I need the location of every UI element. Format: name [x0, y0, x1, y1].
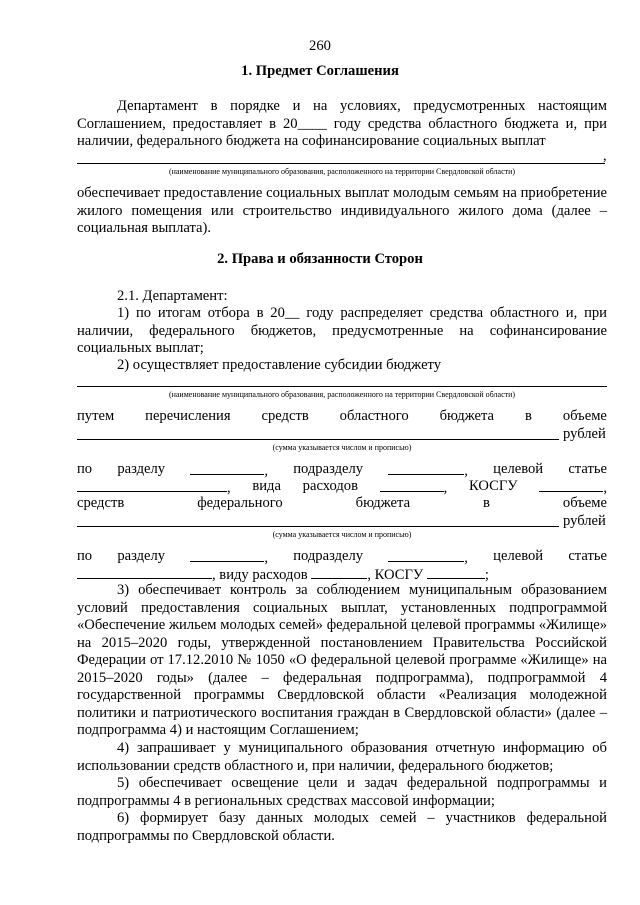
federal-transfer-line — [77, 495, 607, 513]
expense-type-field — [311, 565, 367, 579]
word: по — [77, 548, 93, 564]
federal-sum-caption: (сумма указывается числом и прописью) — [272, 530, 412, 539]
item-2: 2) осуществляет предоставление субсидии бюджету — [117, 357, 442, 373]
word: разделу — [117, 461, 166, 477]
section1-continuation: обеспечивает предоставление социальных выплат молодым семьям на приобретение жилого помещения или строительство индивидуального жилого дома (далее – социальная выплата). — [77, 185, 607, 236]
section2-title: 2. Права и обязанности Сторон — [217, 251, 423, 267]
section1-title: 1. Предмет Соглашения — [241, 63, 399, 79]
word: средств — [77, 495, 125, 511]
section-code-field: , — [190, 461, 268, 481]
word: по — [77, 461, 93, 477]
word: разделу — [117, 548, 166, 564]
article-code-field: , — [77, 478, 231, 498]
item-6: 6) формирует базу данных молодых семей – участников федеральной подпрограммы по Свердловской области. — [77, 810, 607, 844]
word: бюджета — [355, 495, 411, 511]
federal-amount-field — [77, 526, 559, 527]
word: КОСГУ — [469, 478, 518, 494]
recipient-field-caption: (наименование муниципального образования, расположенного на территории Свердловской области) — [168, 390, 516, 399]
word: областного — [339, 408, 409, 424]
section-code-field: , — [190, 548, 268, 568]
word: объеме — [562, 408, 607, 424]
word: средств — [261, 408, 309, 424]
word: объеме — [562, 495, 607, 511]
item-1: 1) по итогам отбора в 20__ году распределяет средства областного и, при наличии, федерального бюджетов, предусмотренные на софинансирование социальных выплат; — [77, 305, 607, 356]
section1-paragraph: Департамент в порядке и на условиях, предусмотренных настоящим Соглашением, предоставляет в 20____ году средства областного бюджета и, при наличии, федерального бюджета на софинансирование социальных выплат — [77, 98, 607, 149]
regional-sum-caption: (сумма указывается числом и прописью) — [272, 443, 412, 452]
word: перечисления — [145, 408, 231, 424]
article-code-field — [77, 565, 212, 579]
item-5: 5) обеспечивает освещение цели и задач федеральной подпрограммы и подпрограммы 4 в региональных средствах массовой информации; — [77, 775, 607, 809]
subsection-code-field: , — [388, 461, 468, 481]
page-number: 260 — [309, 38, 331, 54]
kosgu-code-field: , — [539, 478, 607, 498]
word: расходов — [302, 478, 358, 494]
regional-transfer-line — [77, 408, 607, 426]
word: подразделу — [293, 461, 364, 477]
trail-comma: , — [603, 148, 607, 164]
expense-type-field: , — [380, 478, 448, 498]
word: подразделу — [293, 548, 364, 564]
rubles-label: рублей — [563, 426, 606, 442]
kosgu-code-field — [427, 565, 485, 579]
item-4: 4) запрашивает у муниципального образования отчетную информацию об использовании средств областного и, при наличии, федерального бюджетов; — [77, 740, 607, 774]
municipality-field-caption: (наименование муниципального образования, расположенного на территории Свердловской области) — [168, 167, 516, 176]
word: бюджета — [439, 408, 495, 424]
recipient-field-line — [77, 386, 607, 387]
word: вида — [252, 478, 281, 494]
word: в — [483, 495, 490, 511]
subsection-code-field: , — [388, 548, 468, 568]
word: статье — [568, 461, 607, 477]
word: в — [524, 408, 532, 424]
municipality-field-line — [77, 163, 605, 164]
word: путем — [77, 408, 115, 424]
word: статье — [568, 548, 607, 564]
subsection-heading: 2.1. Департамент: — [117, 288, 228, 304]
word: целевой — [493, 461, 544, 477]
regional-amount-field — [77, 439, 559, 440]
rubles-label: рублей — [563, 513, 606, 529]
word: целевой — [493, 548, 544, 564]
federal-codes-line: , виду расходов , КОСГУ ; — [77, 565, 489, 585]
word: федерального — [197, 495, 283, 511]
item-3: 3) обеспечивает контроль за соблюдением муниципальным образованием условий предоставления социальных выплат, установленных подпрограммой «Обеспечение жильем молодых семей» федеральной целевой программы «Жилище» на 2015–2020 годы, утвержденной постановлением Правительства Российской Федерации от 17.12.2010 № 1050 «О федеральной целевой программе «Жилище» на 2015–2020 годы» (далее – федеральная подпрограмма), подпрограммой 4 государственной программы Свердловской области «Реализация молодежной политики и патриотического воспитания граждан в Свердловской области» (далее – подпрограмма 4) и настоящим Соглашением; — [77, 582, 607, 738]
